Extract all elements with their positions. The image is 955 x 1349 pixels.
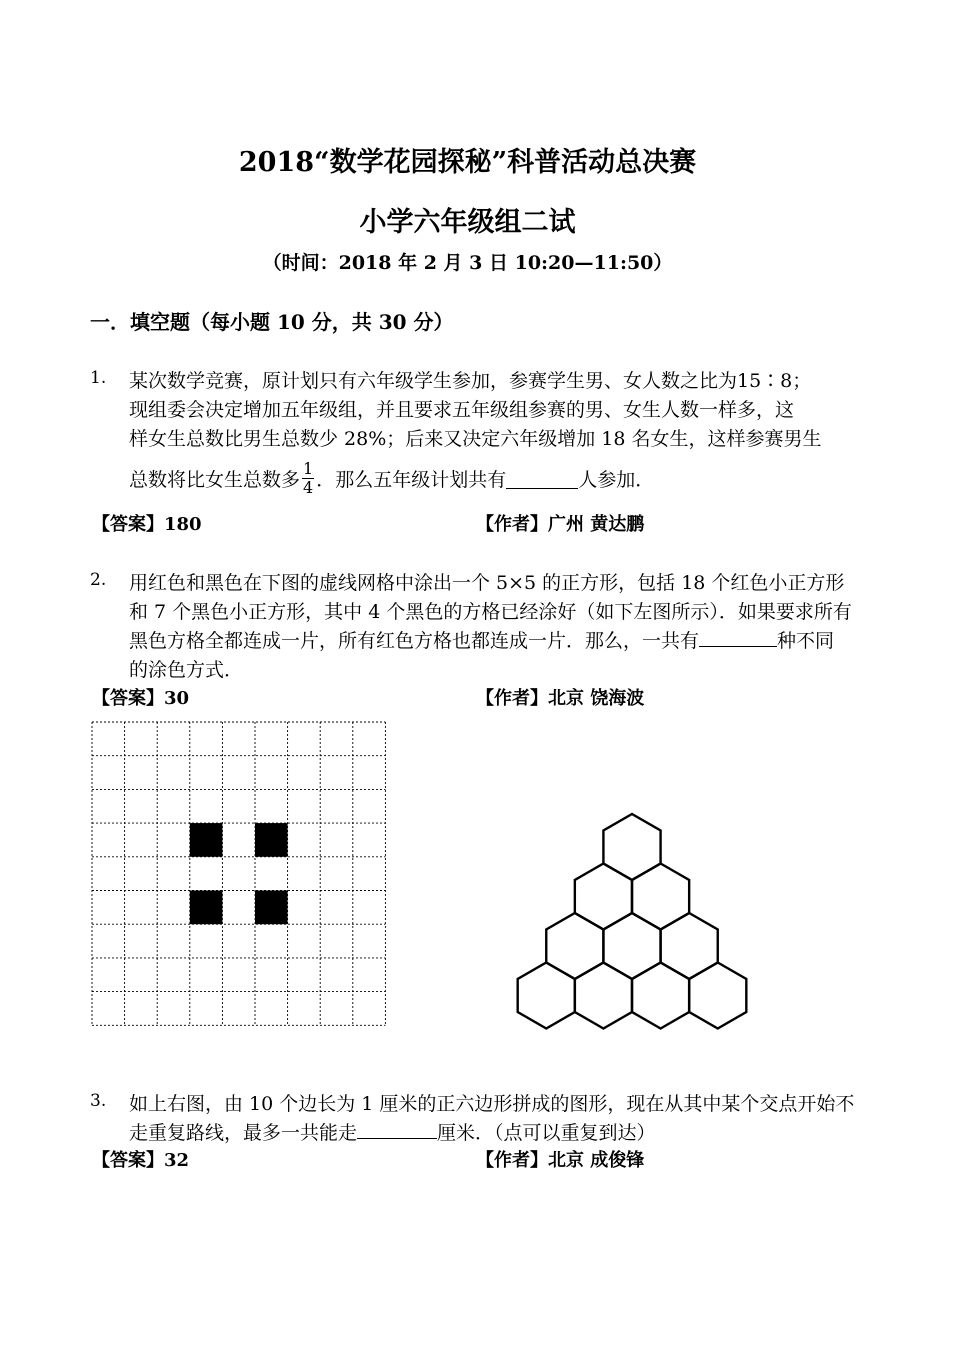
q1-fraction-numerator: 1 bbox=[303, 458, 314, 478]
q2-line3-text-b: 种不同 bbox=[777, 630, 835, 652]
q3-number: 3. bbox=[90, 1091, 107, 1111]
q2-author: 【作者】北京 饶海波 bbox=[476, 688, 645, 709]
q1-line4-text-c: 人参加． bbox=[578, 468, 655, 491]
hexagon bbox=[689, 963, 746, 1029]
q1-fraction bbox=[302, 460, 314, 497]
q1-line4-text-b: ．那么五年级计划共有 bbox=[316, 468, 507, 491]
q3-line2-text-b: 厘米．（点可以重复到达） bbox=[437, 1122, 656, 1144]
section-heading: 一．填空题（每小题 10 分，共 30 分） bbox=[90, 310, 454, 334]
q2-line2: 和 7 个黑色小正方形，其中 4 个黑色的方格已经涂好（如下左图所示）．如果要求所有 bbox=[129, 601, 852, 623]
hexagon bbox=[575, 963, 632, 1029]
q1-author: 【作者】广州 黄达鹏 bbox=[476, 514, 645, 535]
black-cell bbox=[190, 823, 223, 857]
page-title: 2018“数学花园探秘”科普活动总决赛 bbox=[238, 147, 697, 178]
hexagon-group bbox=[518, 814, 747, 1029]
black-cell bbox=[255, 823, 288, 857]
q2-answer: 【答案】30 bbox=[92, 688, 190, 709]
grid-lines bbox=[92, 722, 385, 1025]
q2-number: 2. bbox=[90, 570, 107, 590]
q2-line3 bbox=[129, 626, 834, 653]
hexagon-figure bbox=[510, 800, 755, 1030]
hexagon bbox=[632, 963, 689, 1029]
hexagon bbox=[603, 814, 660, 880]
black-cell bbox=[255, 891, 288, 925]
q3-line2-text-a: 走重复路线，最多一共能走 bbox=[129, 1122, 358, 1144]
exam-time: （时间：2018 年 2 月 3 日 10:20—11:50） bbox=[262, 252, 673, 274]
q1-answer-blank[interactable] bbox=[506, 468, 578, 489]
q2-answer-blank[interactable] bbox=[699, 626, 777, 647]
q1-line1: 某次数学竞赛，原计划只有六年级学生参加，参赛学生男、女人数之比为15∶8； bbox=[129, 370, 812, 392]
q1-line3: 样女生总数比男生总数少 28%；后来又决定六年级增加 18 名女生，这样参赛男生 bbox=[129, 428, 822, 450]
hexagon bbox=[575, 864, 632, 930]
q2-line1: 用红色和黑色在下图的虚线网格中涂出一个 5×5 的正方形，包括 18 个红色小正方形 bbox=[129, 572, 845, 594]
q2-line4: 的涂色方式． bbox=[129, 659, 244, 681]
q1-line4 bbox=[129, 455, 654, 501]
q1-fraction-denominator: 4 bbox=[303, 477, 314, 497]
hexagon bbox=[603, 913, 660, 979]
q2-line3-text-a: 黑色方格全都连成一片，所有红色方格也都连成一片．那么，一共有 bbox=[129, 630, 700, 652]
q3-line1: 如上右图，由 10 个边长为 1 厘米的正六边形拼成的图形，现在从其中某个交点开始不 bbox=[129, 1093, 855, 1115]
black-cell bbox=[190, 891, 223, 925]
q3-answer: 【答案】32 bbox=[92, 1150, 190, 1171]
q1-answer: 【答案】180 bbox=[92, 514, 202, 535]
q1-line4-text-a: 总数将比女生总数多 bbox=[129, 468, 301, 491]
hexagon bbox=[546, 913, 603, 979]
q1-line2: 现组委会决定增加五年级组，并且要求五年级组参赛的男、女生人数一样多，这 bbox=[129, 399, 795, 421]
page-subtitle: 小学六年级组二试 bbox=[359, 207, 576, 238]
q1-number: 1. bbox=[90, 368, 107, 388]
q3-author: 【作者】北京 成俊锋 bbox=[476, 1150, 645, 1171]
q3-line2 bbox=[129, 1118, 656, 1145]
hexagon bbox=[661, 913, 718, 979]
hexagon bbox=[518, 963, 575, 1029]
hexagon bbox=[632, 864, 689, 930]
dashed-grid-figure bbox=[88, 718, 390, 1030]
q3-answer-blank[interactable] bbox=[357, 1118, 437, 1139]
